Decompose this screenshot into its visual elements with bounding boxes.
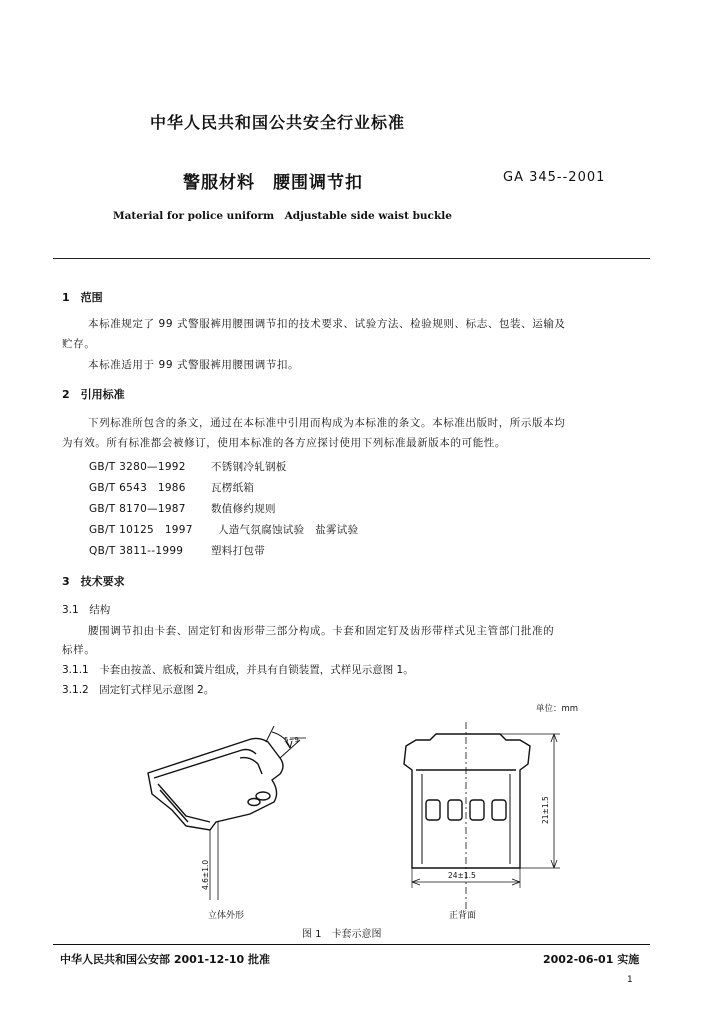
header-divider	[53, 258, 650, 259]
standard-code: GA 345--2001	[503, 170, 606, 185]
section-3-1-line-1: 腰围调节扣由卡套、固定钉和齿形带三部分构成。卡套和固定钉及齿形带样式见主管部门批准的	[88, 625, 555, 637]
section-1-heading: 1 范围	[62, 291, 103, 304]
reference-code: QB/T 3811--1999	[89, 545, 184, 557]
section-3-1-1: 3.1.1 卡套由按盖、底板和簧片组成，并具有自锁装置，式样见示意图 1。	[62, 664, 414, 676]
section-3-heading: 3 技术要求	[62, 575, 125, 588]
buckle-figure	[130, 718, 560, 913]
reference-item	[89, 522, 358, 537]
buckle-front-view	[404, 722, 560, 912]
section-3-1-line-2: 标样。	[62, 644, 96, 656]
section-1-para-1-line-2: 贮存。	[62, 338, 96, 350]
reference-item	[89, 459, 287, 474]
dim-width-label: 24±1.5	[448, 871, 476, 880]
reference-code: GB/T 8170—1987	[89, 503, 186, 515]
section-3-1-2: 3.1.2 固定钉式样见示意图 2。	[62, 684, 215, 696]
reference-code: GB/T 6543 1986	[89, 482, 186, 494]
unit-label: 单位：mm	[536, 704, 579, 714]
english-title: Material for police uniform Adjustable side waist buckle	[113, 210, 452, 222]
figure-label-front: 正背面	[449, 911, 477, 921]
reference-title: 人造气氛腐蚀试验 盐雾试验	[218, 524, 359, 536]
section-3-1-heading: 3.1 结构	[62, 604, 111, 616]
reference-title: 不锈钢冷轧钢板	[211, 461, 287, 473]
figure-caption: 图 1 卡套示意图	[302, 929, 382, 940]
reference-item	[89, 480, 254, 495]
dim-height-label: 21±1.5	[541, 796, 550, 824]
buckle-3d-drawing	[148, 726, 306, 900]
reference-item	[89, 543, 265, 558]
reference-title: 数值修约规则	[211, 503, 276, 515]
reference-title: 瓦楞纸箱	[211, 482, 255, 494]
section-1-para-2: 本标准适用于 99 式警服裤用腰围调节扣。	[88, 359, 300, 371]
reference-item	[89, 501, 276, 516]
section-1-para-1-line-1: 本标准规定了 99 式警服裤用腰围调节扣的技术要求、试验方法、检验规则、标志、包装、运输及	[88, 318, 566, 330]
section-2-para-line-2: 为有效。所有标准都会被修订，使用本标准的各方应探讨使用下列标准最新版本的可能性。	[62, 437, 506, 449]
approval-date: 中华人民共和国公安部 2001-12-10 批准	[60, 953, 271, 966]
section-2-para-line-1: 下列标准所包含的条文，通过在本标准中引用而构成为本标准的条文。本标准出版时，所示版本均	[88, 417, 566, 429]
dim-angle-label: 5~9	[284, 736, 299, 744]
footer-divider	[53, 944, 650, 945]
implementation-date: 2002-06-01 实施	[543, 953, 640, 966]
reference-code: GB/T 10125 1997	[89, 524, 193, 536]
figure-label-3d: 立体外形	[208, 911, 245, 921]
document-title: 警服材料 腰围调节扣	[183, 173, 363, 193]
reference-title: 塑料打包带	[211, 545, 265, 557]
dim-thickness-label: 4.6±1.0	[201, 859, 210, 890]
page-number: 1	[627, 975, 633, 985]
org-title: 中华人民共和国公共安全行业标准	[150, 113, 406, 132]
reference-code: GB/T 3280—1992	[89, 461, 186, 473]
section-2-heading: 2 引用标准	[62, 388, 125, 401]
